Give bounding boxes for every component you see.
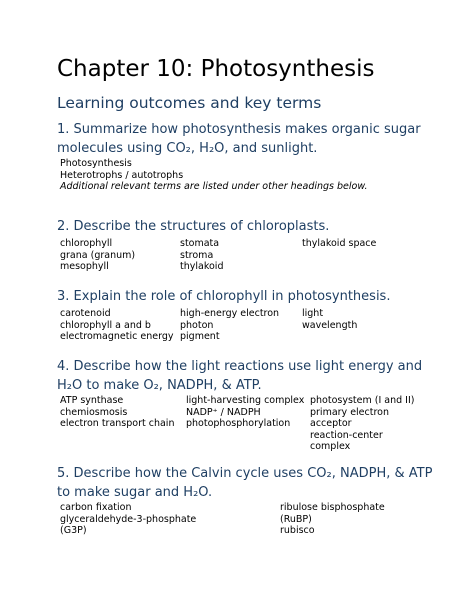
term: reaction-center <box>310 429 383 441</box>
terms-column-2 <box>180 308 279 343</box>
term: light-harvesting complex <box>186 395 305 406</box>
terms-column-1 <box>60 308 173 343</box>
outcome-1-terms <box>60 158 390 193</box>
terms-column-2 <box>186 395 304 430</box>
outcome-2-heading <box>57 217 329 236</box>
terms-column-1 <box>60 238 135 273</box>
term: NADP⁺ / NADPH <box>186 406 261 418</box>
term: (G3P) <box>60 525 87 536</box>
term: ATP synthase <box>60 395 124 406</box>
term: complex <box>310 441 351 452</box>
term: Heterotrophs / autotrophs <box>60 169 184 181</box>
outcome-5-heading-line-2: to make sugar and H₂O. <box>57 485 213 500</box>
outcome-3-heading <box>57 287 390 306</box>
outcome-4-heading <box>57 357 422 395</box>
term: primary electron <box>310 406 390 418</box>
term: high-energy electron <box>180 308 280 319</box>
terms-column-3 <box>302 308 357 331</box>
term: carotenoid <box>60 308 111 319</box>
term: mesophyll <box>60 261 109 272</box>
outcome-3-terms <box>60 308 460 348</box>
terms-column-3 <box>302 238 376 250</box>
outcome-3-heading-line-1: 3. Explain the role of chlorophyll in photosynthesis. <box>57 289 391 304</box>
outcome-1-heading-line-1: 1. Summarize how photosynthesis makes organic sugar <box>57 122 421 137</box>
term: stomata <box>180 238 220 249</box>
term: electron transport chain <box>60 418 175 429</box>
term: stroma <box>180 249 214 261</box>
outcome-5-heading <box>57 464 432 502</box>
term: electromagnetic energy <box>60 331 174 342</box>
term: chlorophyll a and b <box>60 319 151 331</box>
term: grana (granum) <box>60 249 136 261</box>
outcome-4-terms <box>60 395 460 455</box>
terms-column-2 <box>180 238 223 273</box>
term: photon <box>180 319 214 331</box>
terms-column-3 <box>280 502 385 537</box>
terms-column-1 <box>60 395 174 430</box>
term: rubisco <box>280 525 315 536</box>
outcome-4-heading-line-1: 4. Describe how the light reactions use light energy and <box>57 359 423 374</box>
section-subtitle: Learning outcomes and key terms <box>57 94 322 112</box>
term: chemiosmosis <box>60 406 128 418</box>
terms-column-1 <box>60 502 196 537</box>
term: photosystem (I and II) <box>310 395 415 406</box>
term: (RuBP) <box>280 513 312 525</box>
page-title: Chapter 10: Photosynthesis <box>57 56 375 82</box>
outcome-1-heading <box>57 120 421 158</box>
outcome-1-note: Additional relevant terms are listed under other headings below. <box>60 181 368 192</box>
term: photophosphorylation <box>186 418 291 429</box>
term: ribulose bisphosphate <box>280 502 385 513</box>
outcome-1-heading-line-2: molecules using CO₂, H₂O, and sunlight. <box>57 141 318 156</box>
term: light <box>302 308 324 319</box>
outcome-5-heading-line-1: 5. Describe how the Calvin cycle uses CO₂, NADPH, & ATP <box>57 466 433 481</box>
term: chlorophyll <box>60 238 113 249</box>
term: wavelength <box>302 319 358 331</box>
term: acceptor <box>310 418 352 429</box>
outcome-5-terms <box>60 502 460 542</box>
term: pigment <box>180 331 220 342</box>
term: Photosynthesis <box>60 158 132 169</box>
outcome-2-heading-line-1: 2. Describe the structures of chloroplasts. <box>57 219 330 234</box>
terms-column-3 <box>310 395 415 453</box>
outcome-2-terms <box>60 238 460 278</box>
term: thylakoid <box>180 261 224 272</box>
term: thylakoid space <box>302 238 377 249</box>
outcome-4-heading-line-2: H₂O to make O₂, NADPH, & ATP. <box>57 378 262 393</box>
term: glyceraldehyde-3-phosphate <box>60 513 197 525</box>
term: carbon fixation <box>60 502 132 513</box>
